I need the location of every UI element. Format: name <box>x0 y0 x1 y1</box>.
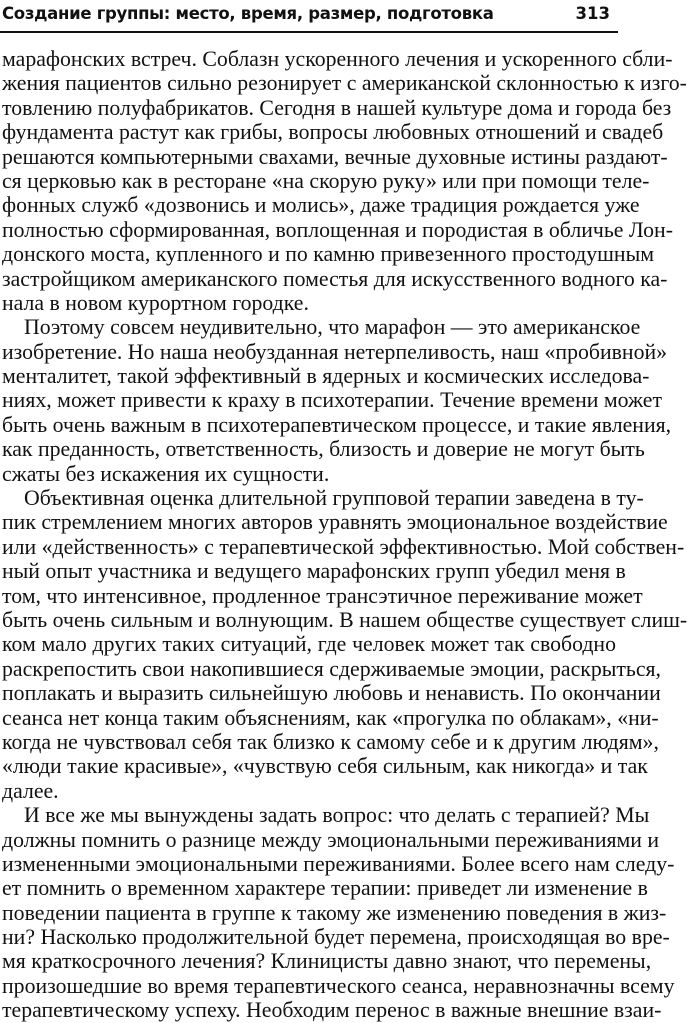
text-line: ся церковью как в ресторане «на скорую руку» или при помощи теле- <box>2 168 650 193</box>
text-line: ни? Насколько продолжительной будет перемена, происходящая во вре- <box>2 925 670 950</box>
text-line: поведении пациента в группе к такому же изменению поведения в жиз- <box>2 900 667 925</box>
text-line: раскрепостить свои накопившиеся сдерживаемые эмоции, раскрыться, <box>2 656 662 681</box>
text-line: товлению полуфабрикатов. Сегодня в нашей культуре дома и города без <box>2 95 672 120</box>
text-line: застройщиком американского поместья для искусственного водного ка- <box>2 266 668 291</box>
running-head <box>0 4 620 34</box>
text-line: ет помнить о временном характере терапии: приведет ли изменение в <box>2 876 648 901</box>
text-line: измененными эмоциональными переживаниями. Более всего нам следу- <box>2 851 675 876</box>
text-line: нала в новом курортном городке. <box>2 290 309 315</box>
paragraph <box>2 47 687 315</box>
page-number: 313 <box>575 4 610 23</box>
text-line: И все же мы вынуждены задать вопрос: что делать с терапией? Мы <box>24 803 650 828</box>
chapter-title: Создание группы: место, время, размер, подготовка <box>2 4 494 23</box>
text-line: Объективная оценка длительной групповой терапии заведена в ту- <box>24 486 644 511</box>
text-line: произошедшие во время терапевтического сеанса, неравнозначны всему <box>2 973 675 998</box>
text-line: изобретение. Но наша необузданная нетерпеливость, наш «пробивной» <box>2 339 668 364</box>
text-line: быть очень сильным и волнующим. В нашем обществе существует слиш- <box>2 607 687 632</box>
paragraph <box>2 803 675 1023</box>
text-line: жения пациентов сильно резонирует с американской склонностью к изго- <box>2 71 687 96</box>
text-line: том, что интенсивное, продленное трансэтичное переживание может <box>2 583 643 608</box>
body-text <box>2 47 687 1023</box>
text-line: Поэтому совсем неудивительно, что марафон — это американское <box>24 315 641 340</box>
text-line: сеанса нет конца таким объяснениям, как «прогулка по облакам», «ни- <box>2 705 659 730</box>
text-line: марафонских встреч. Соблазн ускоренного лечения и ускоренного сбли- <box>2 47 673 71</box>
text-line: когда не чувствовал себя так близко к самому себе и к другим людям», <box>2 729 659 754</box>
text-line: мя краткосрочного лечения? Клиницисты давно знают, что перемены, <box>2 949 652 974</box>
text-line: терапевтическому успеху. Необходим перенос в важные внешние взаи- <box>2 998 662 1023</box>
text-line: решаются компьютерными свахами, вечные духовные истины раздают- <box>2 144 668 169</box>
text-line: фонных служб «дозвонись и молись», даже традиция рождается уже <box>2 193 640 218</box>
text-line: фундамента растут как грибы, вопросы любовных отношений и свадеб <box>2 120 664 145</box>
text-line: пик стремлением многих авторов уравнять эмоциональное воздействие <box>2 510 668 535</box>
header-rule <box>0 31 618 33</box>
text-line: ком мало других таких ситуаций, где человек может так свободно <box>2 632 616 657</box>
text-line: полностью сформированная, воплощенная и породистая в обличье Лон- <box>2 217 673 242</box>
paragraph <box>2 315 672 486</box>
text-line: «люди такие красивые», «чувствую себя сильным, как никогда» и так <box>2 754 648 779</box>
text-line: менталитет, такой эффективный в ядерных и космических исследова- <box>2 364 650 389</box>
text-line: ниях, может привести к краху в психотерапии. Течение времени может <box>2 388 663 413</box>
text-line: быть очень важным в психотерапевтическом процессе, и такие явления, <box>2 412 672 437</box>
text-line: ный опыт участника и ведущего марафонских групп убедил меня в <box>2 559 626 584</box>
text-line: как преданность, ответственность, близость и доверие не могут быть <box>2 437 645 462</box>
text-line: донского моста, купленного и по камню привезенного простодушным <box>2 242 655 267</box>
text-line: должны помнить о разнице между эмоциональными переживаниями и <box>2 827 660 852</box>
text-line: далее. <box>2 778 59 803</box>
text-line: или «действенность» с терапевтической эффективностью. Мой собствен- <box>2 534 685 559</box>
paragraph <box>2 486 687 803</box>
text-line: поплакать и выразить сильнейшую любовь и ненависть. По окончании <box>2 681 661 706</box>
text-line: сжаты без искажения их сущности. <box>2 461 330 486</box>
